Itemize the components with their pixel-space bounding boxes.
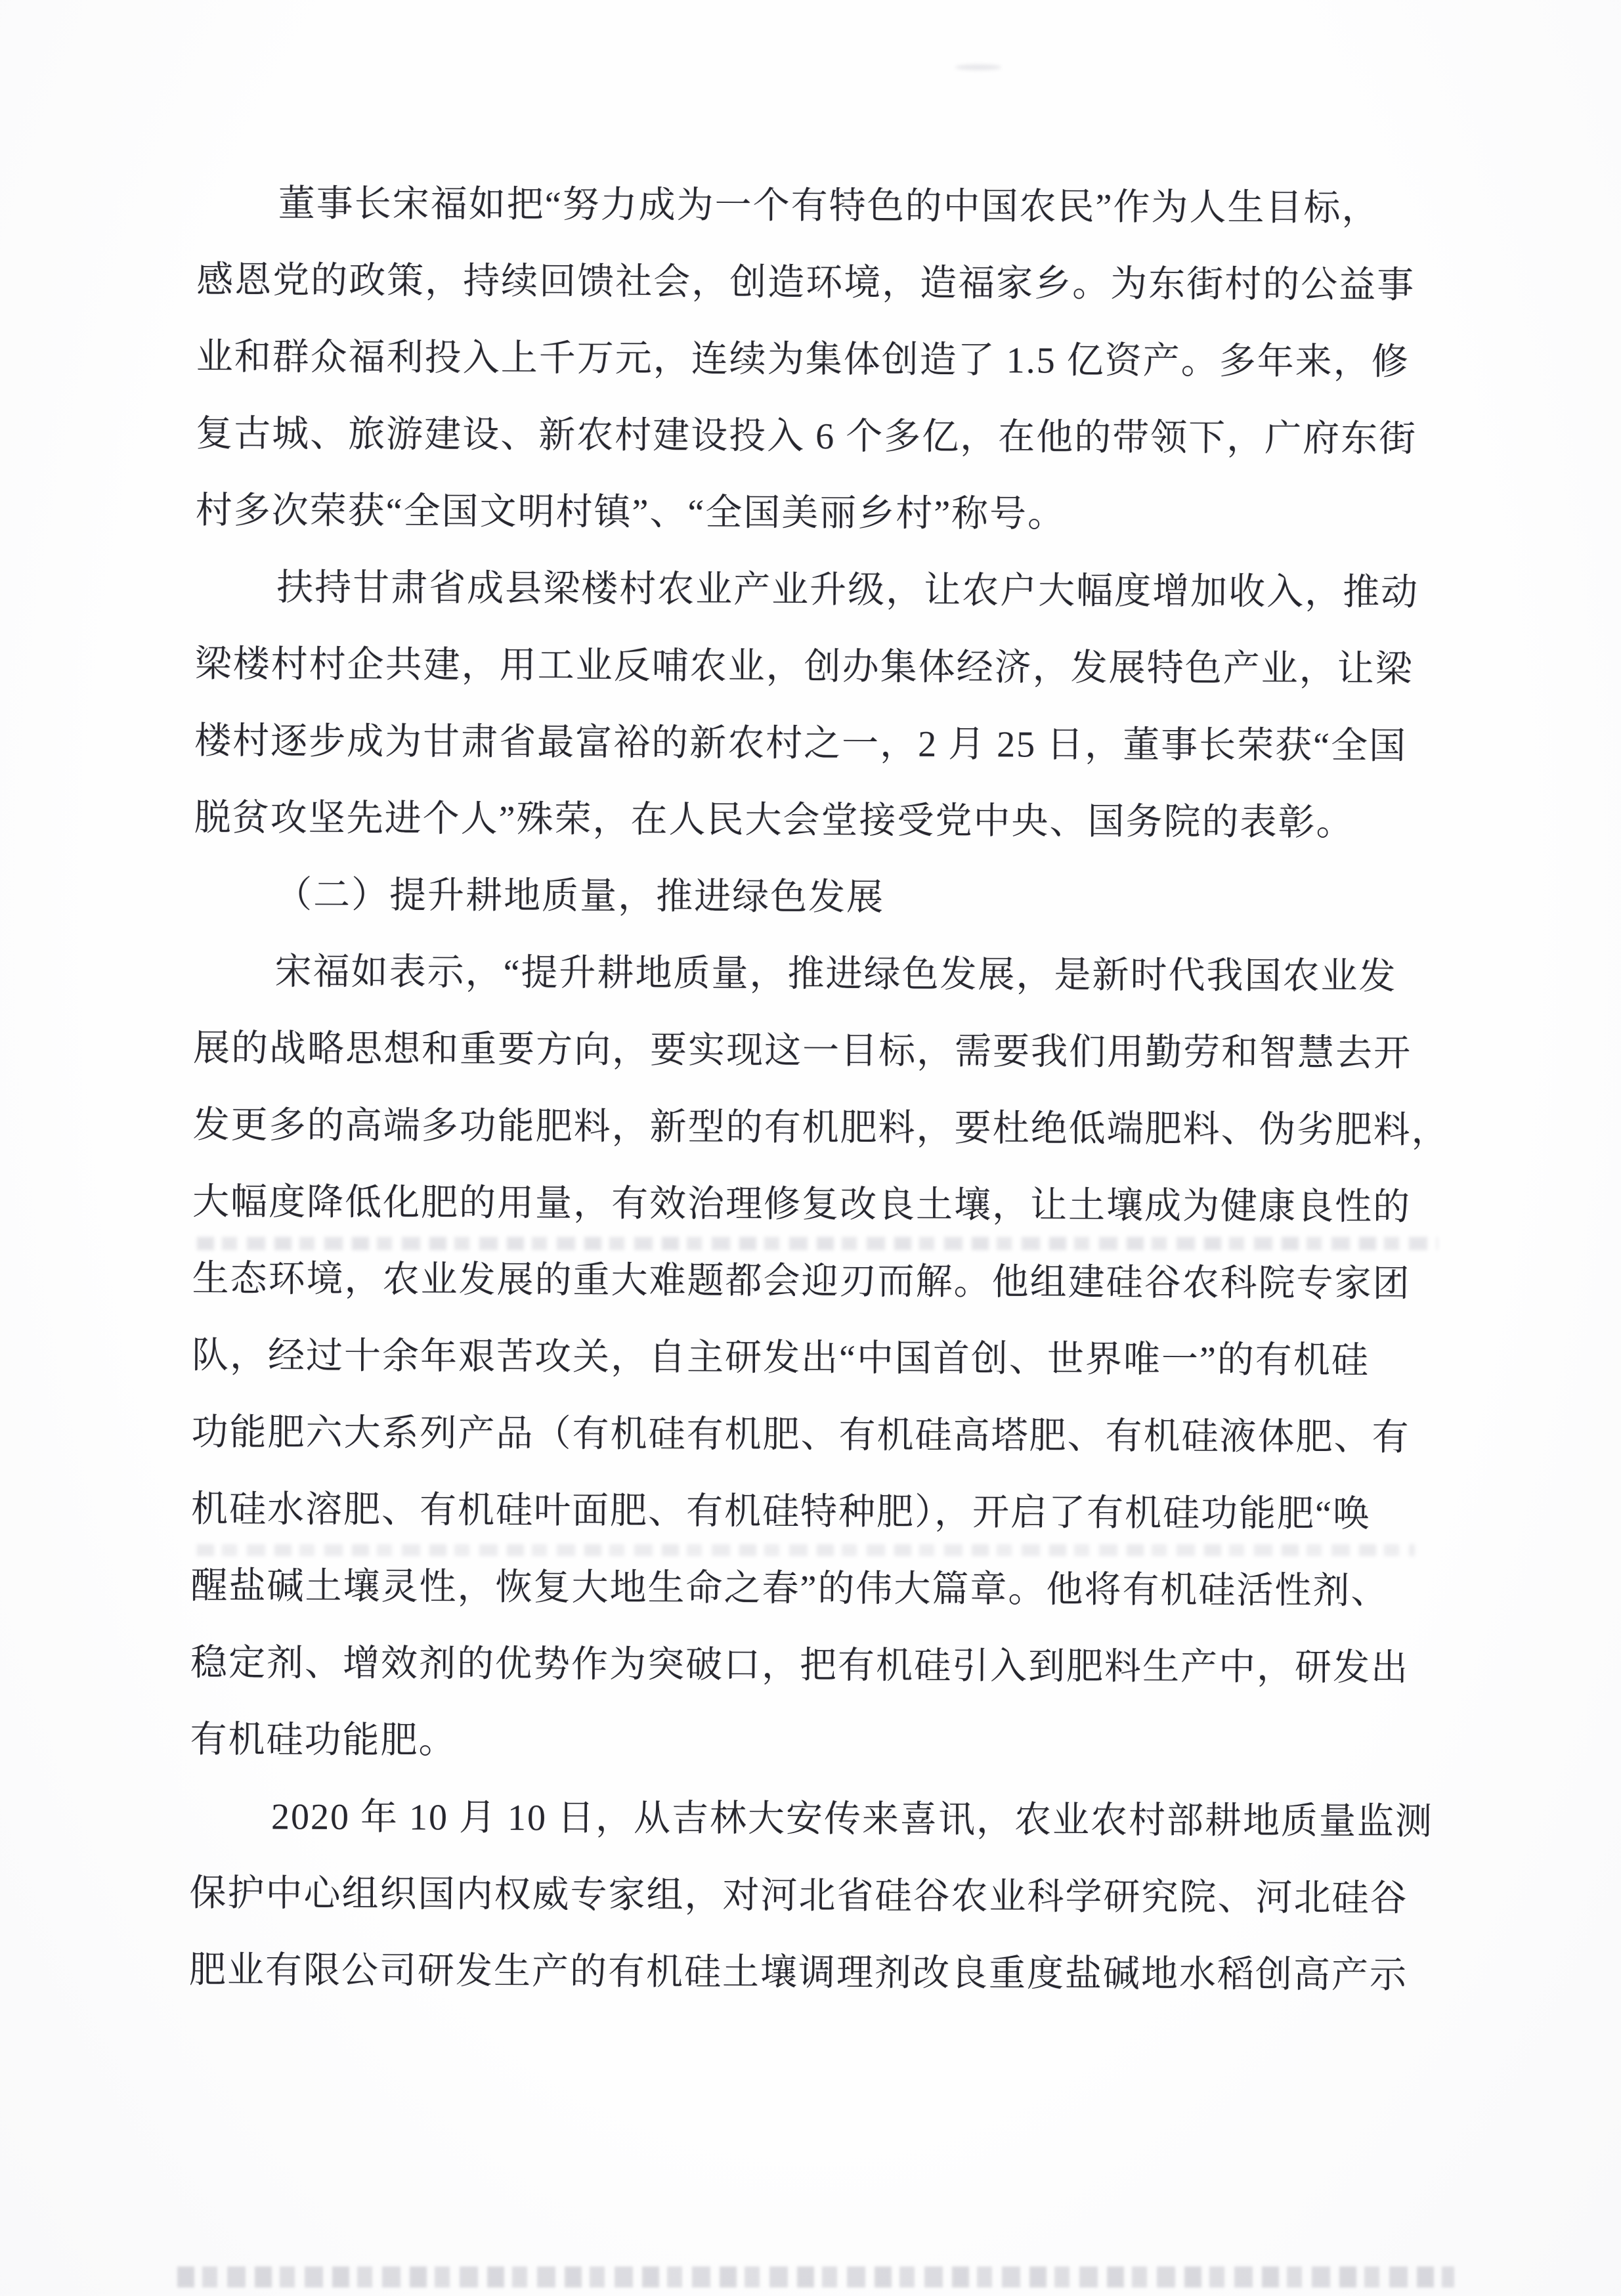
text-line: 醒盐碱土壤灵性，恢复大地生命之春”的伟大篇章。他将有机硅活性剂、 (190, 1565, 1389, 1612)
text-line: 复古城、旅游建设、新农村建设投入 6 个多亿，在他的带领下，广府东街 (196, 413, 1417, 460)
document-body (188, 165, 1450, 2014)
text-line: 扶持甘肃省成县梁楼村农业产业升级，让农户大幅度增加收入，推动 (276, 567, 1419, 614)
text-line: 发更多的高端多功能肥料，新型的有机肥料，要杜绝低端肥料、伪劣肥料， (192, 1104, 1450, 1152)
text-line: 业和群众福利投入上千万元，连续为集体创造了 1.5 亿资产。多年来，修 (196, 336, 1410, 383)
text-line: 队，经过十余年艰苦攻关，自主研发出“中国首创、世界唯一”的有机硅 (191, 1335, 1370, 1381)
text-line: 感恩党的政策，持续回馈社会，创造环境，造福家乡。为东街村的公益事 (196, 259, 1416, 307)
bleed-through-artifact (177, 2266, 1454, 2287)
text-line: 村多次荣获“全国文明村镇”、“全国美丽乡村”称号。 (195, 490, 1066, 535)
text-line: 展的战略思想和重要方向，要实现这一目标，需要我们用勤劳和智慧去开 (192, 1028, 1412, 1075)
text-line: 2020 年 10 月 10 日，从吉林大安传来喜讯，农业农村部耕地质量监测 (270, 1796, 1434, 1843)
bleed-through-artifact (197, 1237, 1438, 1250)
text-line: 稳定剂、增效剂的优势作为突破口，把有机硅引入到肥料生产中，研发出 (190, 1642, 1410, 1689)
text-line: （二）提升耕地质量，推进绿色发展 (275, 875, 885, 919)
text-line: 楼村逐步成为甘肃省最富裕的新农村之一，2 月 25 日，董事长荣获“全国 (194, 720, 1408, 768)
text-line: 宋福如表示，“提升耕地质量，推进绿色发展，是新时代我国农业发 (274, 951, 1397, 997)
text-line: 董事长宋福如把“努力成为一个有特色的中国农民”作为人生目标， (278, 183, 1380, 229)
text-line: 功能肥六大系列产品（有机硅有机肥、有机硅高塔肥、有机硅液体肥、有 (191, 1412, 1410, 1459)
text-line: 梁楼村村企共建，用工业反哺农业，创办集体经济，发展特色产业，让梁 (194, 643, 1414, 691)
text-line: 机硅水溶肥、有机硅叶面肥、有机硅特种肥），开启了有机硅功能肥“唤 (190, 1488, 1372, 1535)
text-line: 生态环境，农业发展的重大难题都会迎刃而解。他组建硅谷农科院专家团 (192, 1258, 1411, 1305)
text-line: 大幅度降低化肥的用量，有效治理修复改良土壤，让土壤成为健康良性的 (192, 1181, 1412, 1228)
text-line: 肥业有限公司研发生产的有机硅土壤调理剂改良重度盐碱地水稻创高产示 (188, 1949, 1408, 1997)
bleed-through-artifact (197, 1544, 1415, 1556)
text-line: 保护中心组织国内权威专家组，对河北省硅谷农业科学研究院、河北硅谷 (189, 1873, 1408, 1920)
text-line: 脱贫攻坚先进个人”殊荣，在人民大会堂接受党中央、国务院的表彰。 (194, 797, 1354, 844)
text-line: 有机硅功能肥。 (190, 1719, 457, 1762)
scan-smudge-artifact (955, 64, 1001, 70)
